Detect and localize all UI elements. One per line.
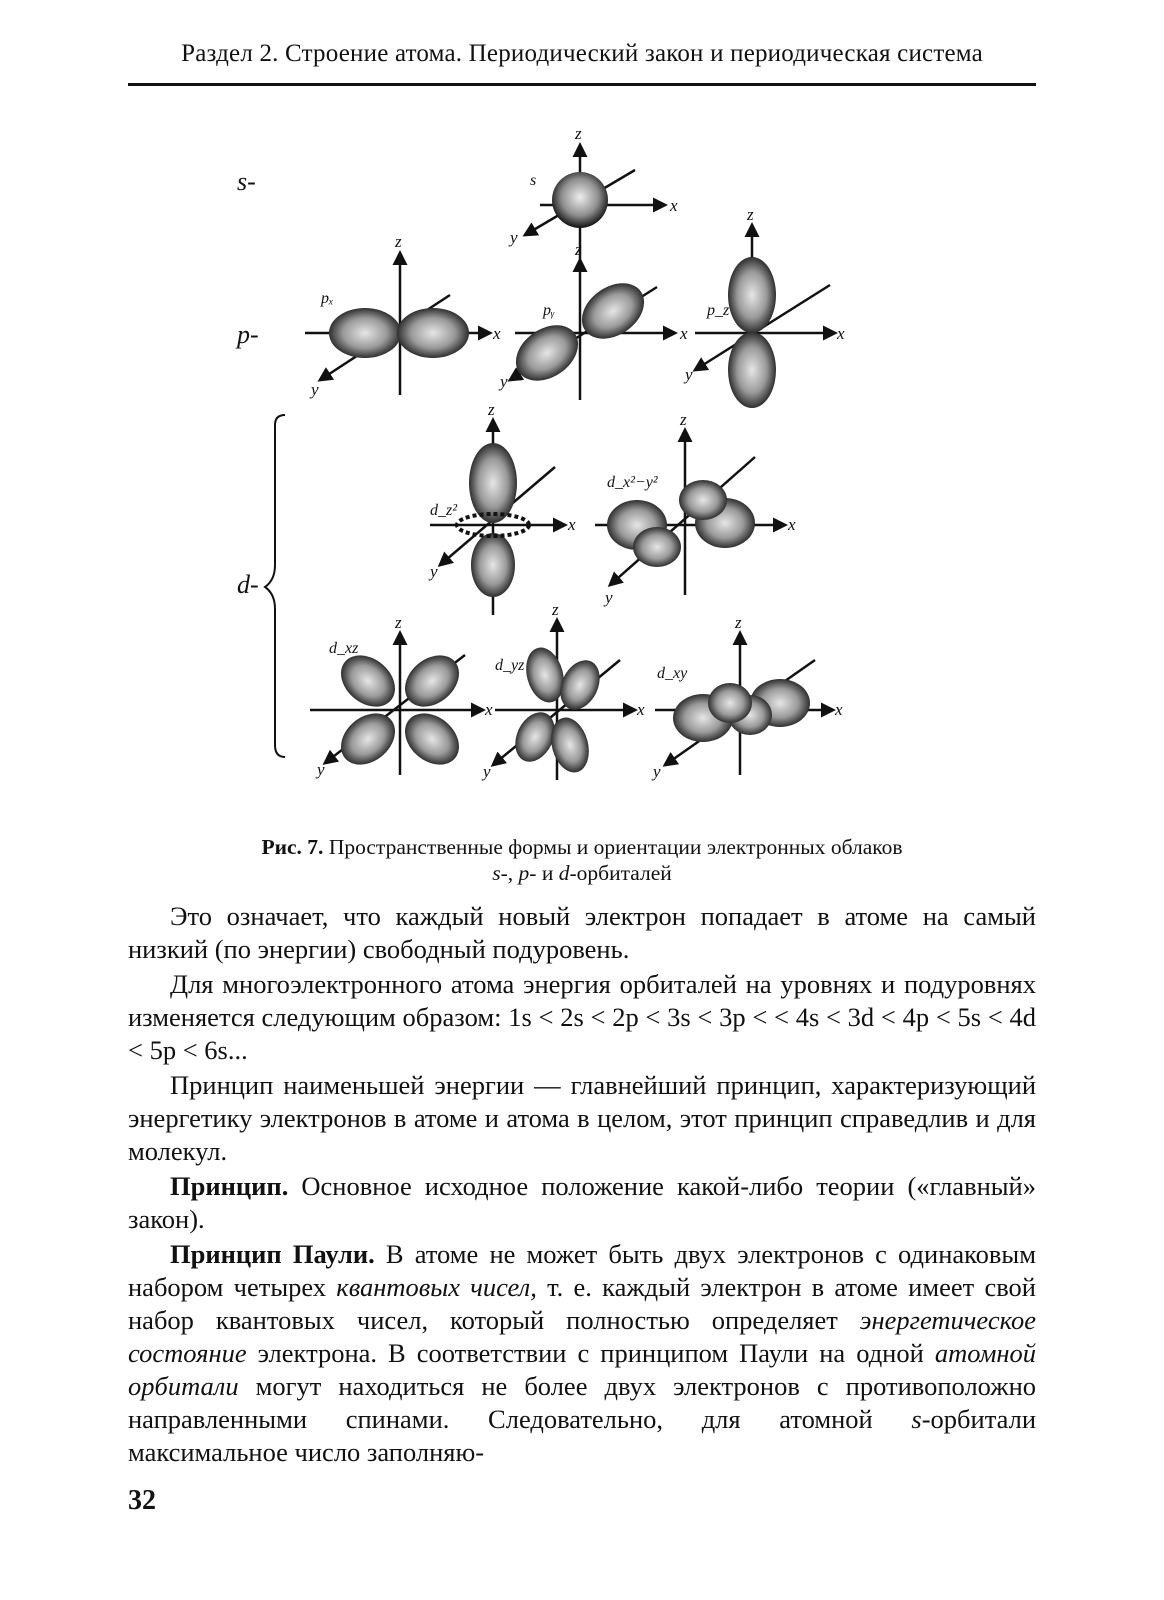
paragraph-5 — [128, 1238, 1036, 1469]
s-x-label: x — [670, 196, 678, 215]
s-y-label: y — [510, 228, 518, 247]
caption-sep-2: - и — [529, 861, 559, 885]
body-text — [128, 900, 1036, 1469]
orbital-shapes-figure — [225, 125, 875, 815]
p5-s: s — [911, 1404, 922, 1434]
dx2y2-z-label: z — [680, 410, 687, 429]
row-label-p: p- — [237, 320, 259, 349]
px-orbital — [305, 232, 501, 399]
caption-label: Рис. 7. — [261, 835, 324, 859]
p5-atomic-orbital: атомной орбитали — [128, 1338, 1036, 1401]
header-rule — [128, 83, 1036, 86]
dyz-z-label: z — [552, 600, 559, 619]
figure-caption — [128, 834, 1036, 886]
caption-d: d — [558, 861, 570, 885]
dz2-y-label: y — [430, 562, 438, 581]
caption-text-1: Пространственные формы и ориентации электронных облаков — [328, 835, 903, 859]
term-principle: Принцип. — [170, 1171, 289, 1201]
caption-p: p — [518, 861, 530, 885]
dxz-label: d_xz — [329, 640, 359, 657]
px-label: pₓ — [321, 290, 334, 307]
paragraph-1: Это означает, что каждый новый электрон попадает в атоме на самый низкий (по энергии) свободный подуровень. — [128, 901, 1036, 964]
s-label: s — [530, 172, 537, 189]
py-y-label: y — [500, 372, 508, 391]
row-label-d: d- — [237, 570, 259, 599]
term-pauli: Принцип Паули. — [170, 1239, 375, 1269]
caption-line-1 — [128, 834, 1036, 860]
dyz-y-label: y — [483, 762, 491, 781]
py-z-label: z — [575, 240, 582, 259]
dx2y2-orbital — [595, 410, 796, 607]
py-orbital — [498, 240, 688, 400]
s-z-label: z — [575, 125, 582, 143]
caption-end: -орбиталей — [569, 861, 672, 885]
dx2y2-x-label: x — [788, 515, 796, 534]
row-label-s: s- — [237, 167, 256, 196]
pz-x-label: x — [837, 324, 845, 343]
pz-orbital — [683, 205, 845, 408]
dyz-label: d_yz — [495, 657, 525, 674]
dxy-label: d_xy — [657, 665, 688, 682]
px-z-label: z — [395, 232, 402, 251]
dxz-z-label: z — [395, 613, 402, 632]
py-label: pᵧ — [543, 302, 555, 319]
paragraph-2: Для многоэлектронного атома энергия орбиталей на уровнях и подуровнях изменяется следующим образом: 1s < 2s < 2p < 3s < 3p < < 4s < 3d < 4p < 5s < 4d < 5p < 6s... — [128, 969, 1036, 1065]
s-orbital — [508, 125, 678, 260]
running-header: Раздел 2. Строение атома. Периодический закон и периодическая система — [181, 40, 983, 67]
page-number: 32 — [128, 1485, 156, 1516]
p5-c: электрона. В соответствии с принципом Паули на одной — [246, 1338, 935, 1368]
dxy-orbital — [651, 613, 843, 781]
pz-label: p_z — [707, 302, 730, 319]
d-bracket — [265, 415, 285, 757]
dz2-label: d_z² — [430, 502, 458, 519]
dx2y2-y-label: y — [605, 588, 613, 607]
caption-line-2 — [128, 860, 1036, 886]
dxz-x-label: x — [485, 700, 493, 719]
paragraph-3: Принцип наименьшей энергии — главнейший принцип, характеризующий энергетику электронов в атоме и атома в целом, этот принцип справедлив и для молекул. — [128, 1070, 1036, 1166]
dz2-x-label: x — [568, 515, 576, 534]
p5-b: т. е. каждый электрон в атоме имеет свой набор квантовых чисел, который полностью определяет — [128, 1272, 1036, 1335]
px-x-label: x — [493, 324, 501, 343]
paragraph-4-text: Основное исходное положение какой-либо теории («главный» закон). — [128, 1171, 1036, 1234]
p5-d: могут находиться не более двух электронов с противоположно направленными спинами. Следовательно, для атомной — [128, 1371, 1036, 1434]
dxz-y-label: y — [317, 760, 325, 779]
dxy-x-label: x — [835, 700, 843, 719]
p5-e: -орбитали максимальное число заполняю- — [128, 1404, 1036, 1467]
caption-s: s — [492, 861, 501, 885]
dxz-orbital — [310, 613, 493, 779]
pz-y-label: y — [685, 365, 693, 384]
p5-quantum-numbers: квантовых чисел, — [336, 1272, 537, 1302]
py-x-label: x — [680, 324, 688, 343]
paragraph-4 — [128, 1170, 1036, 1236]
dxy-z-label: z — [735, 613, 742, 632]
pz-z-label: z — [747, 205, 754, 224]
dx2y2-label: d_x²−y² — [607, 474, 658, 491]
px-y-label: y — [311, 380, 319, 399]
caption-sep-1: -, — [500, 861, 519, 885]
dyz-orbital — [481, 600, 645, 781]
dyz-x-label: x — [637, 700, 645, 719]
p5-energy-state: энергетическое состояние — [128, 1305, 1036, 1368]
p5-a: В атоме не может быть двух электронов с одинаковым набором четырех — [128, 1239, 1036, 1302]
dz2-z-label: z — [488, 400, 495, 419]
dz2-orbital — [428, 400, 576, 615]
dxy-y-label: y — [653, 762, 661, 781]
